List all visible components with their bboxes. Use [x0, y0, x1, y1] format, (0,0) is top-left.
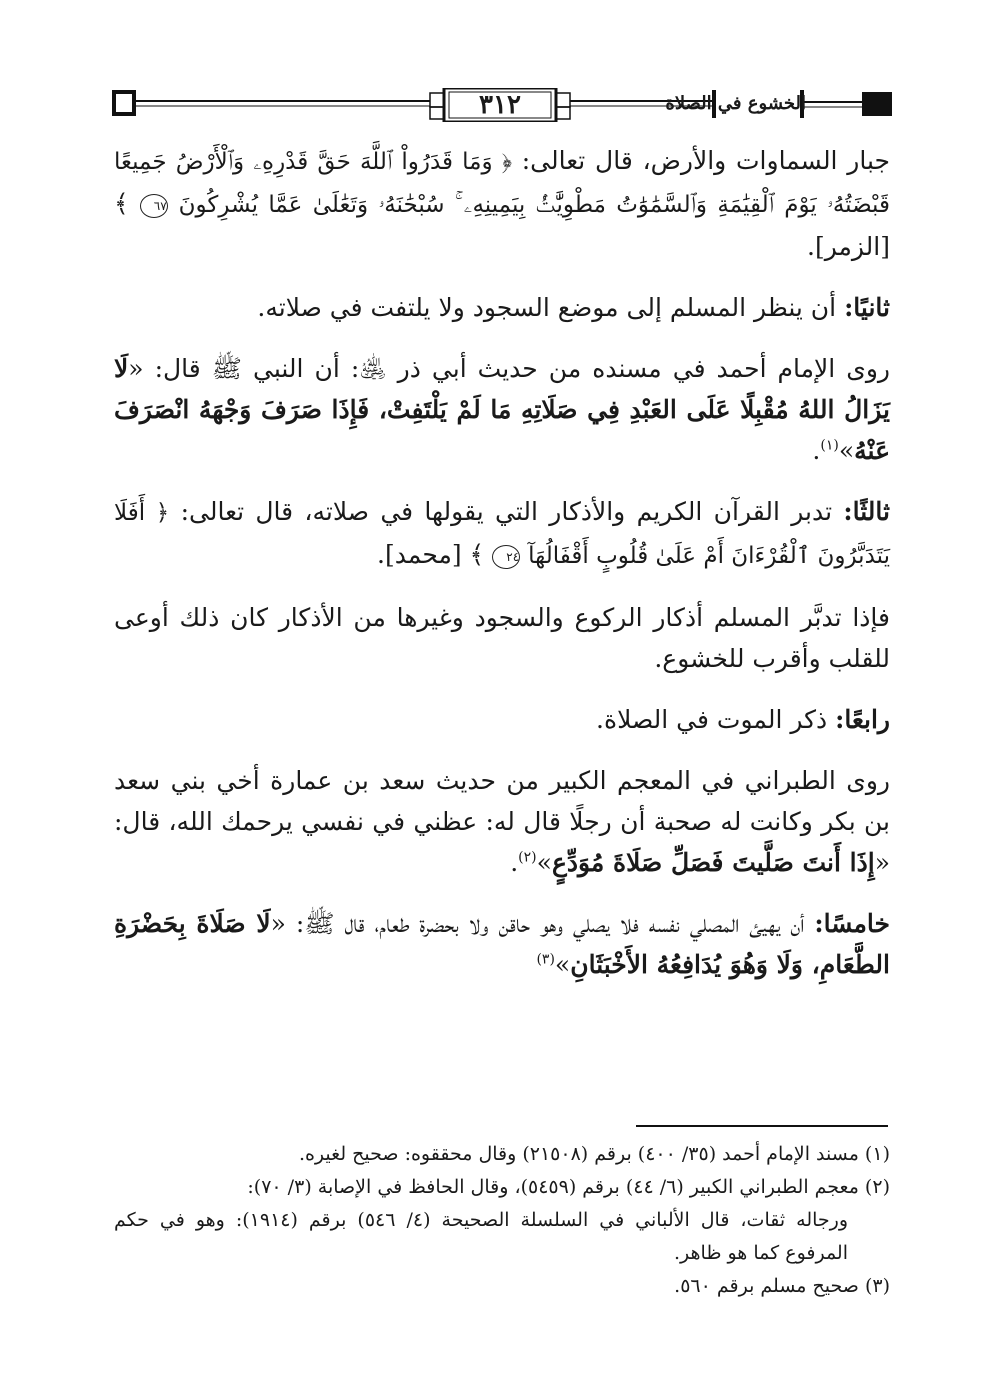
page-header — [112, 88, 898, 122]
paragraph-tadabbur: فإذا تدبَّر المسلم أذكار الركوع والسجود وغيرها من الأذكار كان ذلك أوعى للقلب وأقرب للخشوع. — [114, 603, 890, 673]
footnote-ref: (١) — [820, 437, 839, 454]
running-title: الخشوع في الصلاة — [665, 93, 806, 114]
footnote-2-continuation: ورجاله ثقات، قال الألباني في السلسلة الصحيحة (٤/ ٥٤٦) برقم (١٩١٤): وهو في حكم المرفوع كما هو ظاهر. — [114, 1209, 848, 1264]
paragraph-ahmad-hadith: روى الإمام أحمد في مسنده من حديث أبي ذر ﵁: أن النبي ﷺ قال: «لَا يَزَالُ اللهُ مُقْبِلًا عَلَى العَبْدِ فِي صَلَاتِهِ مَا لَمْ يَلْتَفِتْ، فَإِذَا صَرَفَ وَجْهَهُ انْصَرَفَ عَنْهُ»$^{(١)}$. — [114, 354, 890, 465]
footnote-1: (١) مسند الإمام أحمد (٣٥/ ٤٠٠) برقم (٢١٥٠٨) وقال محققوه: صحيح لغيره. — [298, 1143, 890, 1165]
page-number: ٣١٢ — [479, 90, 521, 120]
footnote-3: (٣) صحيح مسلم برقم ٥٦٠. — [674, 1275, 890, 1297]
point-label: خامسًا: — [814, 909, 890, 938]
paragraph-fourth: رابعًا: ذكر الموت في الصلاة. — [596, 705, 890, 734]
paragraph-quran-zumar: جبار السماوات والأرض، قال تعالى: ﴿ وَمَا قَدَرُواْ ٱللَّهَ حَقَّ قَدْرِهِۦ وَٱلْأَرْضُ جَمِيعًا قَبْضَتُهُۥ يَوْمَ ٱلْقِيَٰمَةِ وَٱلسَّمَٰوَٰتُ مَطْوِيَّٰتُۢ بِيَمِينِهِۦ ۚ سُبْحَٰنَهُۥ وَتَعَٰلَىٰ عَمَّا يُشْرِكُونَ ٦٧ ﴾ [الزمر]. — [114, 146, 890, 261]
paragraph-fifth: خامسًا: أن يهيئ المصلي نفسه فلا يصلي وهو حاقن ولا بحضرة طعام، قال ﷺ: «لَا صَلَاةَ بِحَضْرَةِ الطَّعَامِ، وَلَا وَهُوَ يُدَافِعُهُ الأَخْبَثَانِ»$^{(٣)}$ — [114, 909, 890, 979]
footnote-ref: (٣) — [536, 951, 555, 968]
footnotes — [114, 1138, 890, 1303]
ayah-number-marker: ٦٧ — [140, 194, 168, 218]
paragraph-second: ثانيًا: أن ينظر المسلم إلى موضع السجود ولا يلتفت في صلاته. — [257, 293, 890, 322]
hadith-text: لَا صَلَاةَ بِحَضْرَةِ الطَّعَامِ، وَلَا وَهُوَ يُدَافِعُهُ الأَخْبَثَانِ — [114, 909, 890, 979]
point-label: ثالثًا: — [843, 497, 890, 526]
point-label: ثانيًا: — [844, 293, 890, 322]
hadith-text: لَا يَزَالُ اللهُ مُقْبِلًا عَلَى العَبْدِ فِي صَلَاتِهِ مَا لَمْ يَلْتَفِتْ، فَإِذَا صَرَفَ وَجْهَهُ انْصَرَفَ عَنْهُ — [114, 354, 890, 465]
quran-verse: ﴿ وَمَا قَدَرُواْ ٱللَّهَ حَقَّ قَدْرِهِۦ وَٱلْأَرْضُ جَمِيعًا قَبْضَتُهُۥ يَوْمَ ٱلْقِيَٰمَةِ وَٱلسَّمَٰوَٰتُ مَطْوِيَّٰتُۢ بِيَمِينِهِۦ ۚ سُبْحَٰنَهُۥ وَتَعَٰلَىٰ عَمَّا يُشْرِكُونَ — [114, 149, 890, 218]
quran-verse: ﴿ أَفَلَا يَتَدَبَّرُونَ ٱلْقُرْءَانَ أَمْ عَلَىٰ قُلُوبٍ أَقْفَالُهَآ — [114, 500, 890, 569]
main-text — [114, 140, 890, 985]
paragraph-tabarani-hadith: روى الطبراني في المعجم الكبير من حديث سعد بن عمارة أخي بني سعد بن بكر وكانت له صحبة أن رجلًا قال له: عظني في نفسي يرحمك الله، قال: «إِذَا أَنتَ صَلَّيتَ فَصَلِّ صَلَاةَ مُوَدِّعٍ»$^{(٢)}$. — [114, 766, 890, 877]
footnote-ref: (٢) — [518, 849, 537, 866]
ayah-number-marker: ٢٤ — [492, 545, 520, 569]
paragraph-third: ثالثًا: تدبر القرآن الكريم والأذكار التي يقولها في صلاته، قال تعالى: ﴿ أَفَلَا يَتَدَبَّرُونَ ٱلْقُرْءَانَ أَمْ عَلَىٰ قُلُوبٍ أَقْفَالُهَآ ٢٤ ﴾ [محمد]. — [114, 497, 890, 569]
hadith-text: إِذَا أَنتَ صَلَّيتَ فَصَلِّ صَلَاةَ مُوَدِّعٍ — [551, 848, 875, 877]
footnote-2: (٢) معجم الطبراني الكبير (٦/ ٤٤) برقم (٥٤٥٩)، وقال الحافظ في الإصابة (٣/ ٧٠): — [247, 1176, 890, 1198]
point-label: رابعًا: — [835, 705, 890, 734]
footnote-separator — [636, 1125, 888, 1127]
